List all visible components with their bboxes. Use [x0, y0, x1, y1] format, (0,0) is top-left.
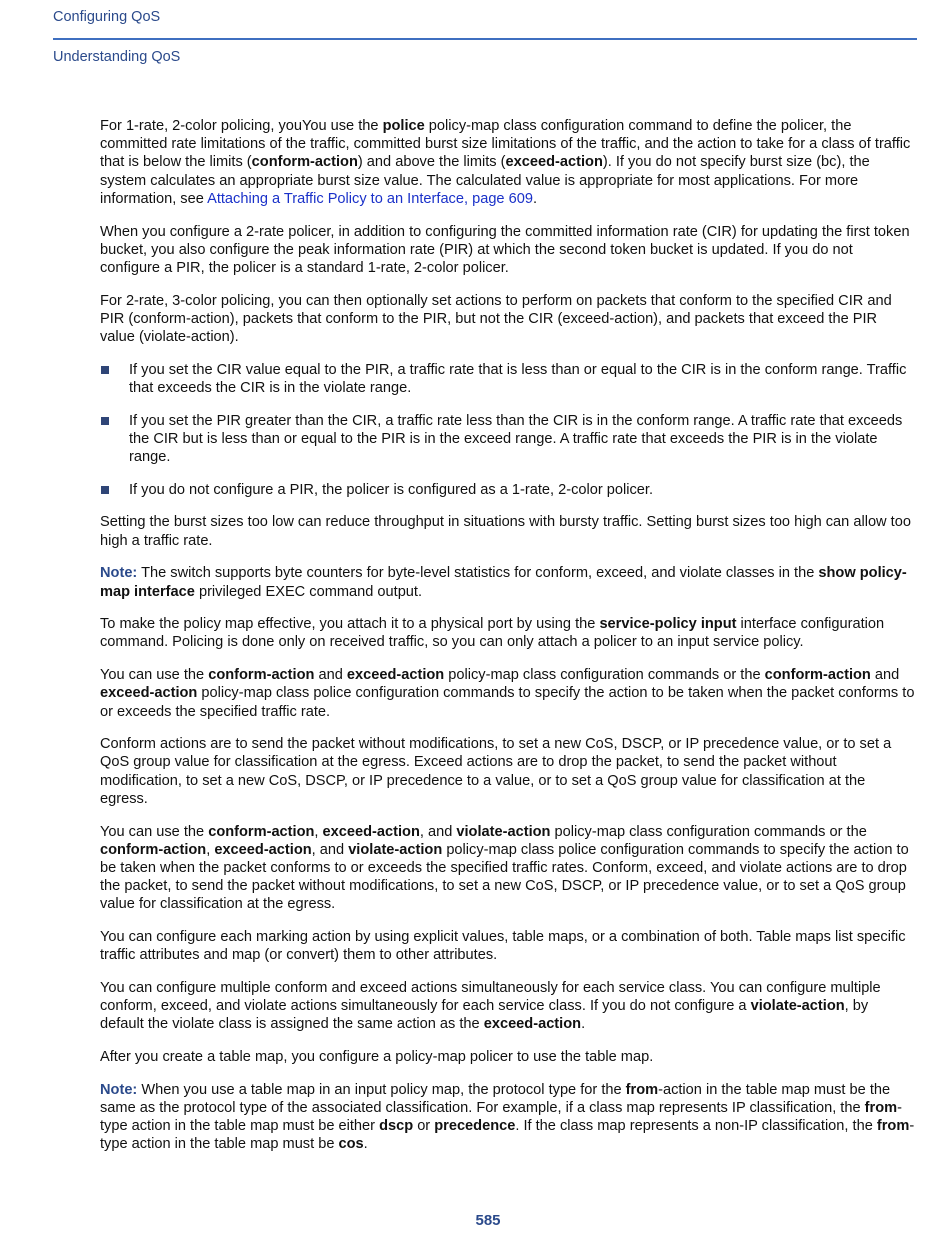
- text-run: interface configuration command. Policing is done only on received traffic, so you can only attach a policer to an input service policy.: [100, 616, 885, 651]
- text-run: -action in the table map must be the same as the protocol type of the associated classification. For example, if a class map represents IP classification, the: [100, 1081, 891, 1117]
- command-keyword: from: [625, 1081, 659, 1098]
- square-bullet-icon: [101, 417, 109, 425]
- paragraph-3: For 2-rate, 3-color policing, you can then optionally set actions to perform on packets that conform to the specified CIR and PIR (conform-action), packets that conform to the PIR, but not the CIR (exceed-action), and packets that exceed the PIR value (violate-action).: [100, 292, 892, 346]
- command-keyword: conform-action: [208, 667, 315, 684]
- paragraph-9: You can configure each marking action by using explicit values, table maps, or a combination of both. Table maps list specific traffic attributes and map (or convert) them to other attributes.: [100, 929, 906, 964]
- text-run: ,: [206, 841, 215, 858]
- command-keyword: conform-action: [251, 154, 358, 171]
- command-keyword: conform-action: [208, 823, 315, 840]
- command-keyword: exceed-action: [346, 667, 445, 684]
- command-keyword: service-policy input: [599, 616, 737, 633]
- command-keyword: show policy-map interface: [100, 565, 907, 600]
- text-run: or: [413, 1118, 435, 1135]
- text-run: . If the class map represents a non-IP classification, the: [515, 1118, 877, 1135]
- list-item: [100, 481, 915, 499]
- paragraph-8: [100, 823, 915, 914]
- text-run: ). If you do not specify burst size (bc), the system calculates an appropriate burst size value. The calculated value is appropriate for most applications. For more information, see: [100, 154, 870, 207]
- text-run: ) and above the limits (: [357, 154, 506, 171]
- list-item: [100, 361, 915, 397]
- command-keyword: exceed-action: [322, 823, 420, 840]
- text-run: ,: [314, 823, 323, 840]
- note-label: Note:: [100, 1081, 138, 1098]
- command-keyword: violate-action: [750, 998, 845, 1015]
- command-keyword: exceed-action: [100, 685, 198, 702]
- list-item-text: If you set the PIR greater than the CIR, a traffic rate less than the CIR is in the conform range. A traffic rate that exceeds the CIR but is less than or equal to the PIR is in the exceed range. A traffic rate that exceeds the PIR is in the violate range.: [129, 412, 903, 466]
- paragraph-1: [100, 117, 915, 208]
- square-bullet-icon: [101, 486, 109, 494]
- command-keyword: exceed-action: [214, 841, 312, 858]
- text-run: policy-map class police configuration commands to specify the action to be taken when the packet conforms to or exceeds the specified traffic rate.: [100, 685, 915, 720]
- text-run: -type action in the table map must be: [100, 1118, 915, 1153]
- paragraph-5: [100, 615, 915, 651]
- text-run: When you use a table map in an input policy map, the protocol type for the: [137, 1081, 626, 1098]
- command-keyword: from: [876, 1118, 910, 1135]
- list-item-text: If you set the CIR value equal to the PIR, a traffic rate that is less than or equal to the CIR is in the conform range. Traffic that exceeds the CIR is in the violate range.: [129, 361, 907, 396]
- text-run: To make the policy map effective, you attach it to a physical port by using the: [100, 616, 600, 633]
- text-run: .: [363, 1136, 368, 1153]
- bullet-list: [100, 361, 915, 499]
- body-text: [100, 117, 915, 1168]
- command-keyword: conform-action: [764, 667, 871, 684]
- text-run: policy-map class configuration command to define the policer, the committed rate limitations of the traffic, committed burst size limitations of the traffic, and the action to take for a class of traffic that is below the limits (: [100, 118, 911, 171]
- text-run: You can use the: [100, 667, 209, 684]
- header-rule: [53, 38, 917, 40]
- note-label: Note:: [100, 565, 138, 582]
- command-keyword: cos: [338, 1136, 364, 1153]
- text-run: .: [581, 1016, 586, 1033]
- section-title: Understanding QoS: [53, 49, 181, 65]
- command-keyword: police: [382, 118, 425, 134]
- list-item: [100, 412, 915, 467]
- command-keyword: dscp: [379, 1118, 414, 1135]
- chapter-title: Configuring QoS: [53, 9, 161, 25]
- page-number: 585: [475, 1212, 501, 1229]
- text-run: , by default the violate class is assigned the same action as the: [100, 998, 869, 1033]
- text-run: , and: [311, 841, 349, 858]
- text-run: You can configure multiple conform and exceed actions simultaneously for each service class. You can configure multiple conform, exceed, and violate actions simultaneously for each service class. If you do not configure a: [100, 980, 881, 1015]
- command-keyword: exceed-action: [483, 1016, 582, 1033]
- command-keyword: from: [864, 1100, 898, 1117]
- paragraph-7: Conform actions are to send the packet without modifications, to set a new CoS, DSCP, or IP precedence value, or to set a QoS group value for classification at the egress. Exceed actions are to drop the packet, to send the packet without modification, to set a new CoS, DSCP, or IP precedence to a value, or to set a QoS group value for classification at the egress.: [100, 736, 892, 807]
- text-run: For 1-rate, 2-color policing, youYou use the: [100, 118, 383, 134]
- text-run: privileged EXEC command output.: [194, 583, 423, 600]
- text-run: and: [870, 667, 900, 684]
- paragraph-6: [100, 666, 915, 721]
- text-run: policy-map class configuration commands or the: [550, 823, 867, 840]
- command-keyword: conform-action: [100, 841, 207, 858]
- command-keyword: violate-action: [348, 841, 443, 858]
- paragraph-11: After you create a table map, you configure a policy-map policer to use the table map.: [100, 1049, 654, 1066]
- paragraph-4: Setting the burst sizes too low can reduce throughput in situations with bursty traffic. Setting burst sizes too high can allow too high a traffic rate.: [100, 514, 911, 549]
- text-run: The switch supports byte counters for byte-level statistics for conform, exceed, and violate classes in the: [137, 565, 819, 582]
- cross-reference-link[interactable]: Attaching a Traffic Policy to an Interface, page 609: [207, 190, 533, 207]
- text-run: -type action in the table map must be either: [100, 1100, 902, 1135]
- text-run: policy-map class configuration commands or the: [444, 667, 765, 684]
- list-item-text: If you do not configure a PIR, the policer is configured as a 1-rate, 2-color policer.: [129, 481, 654, 498]
- paragraph-10: [100, 979, 915, 1034]
- square-bullet-icon: [101, 366, 109, 374]
- text-run: and: [314, 667, 347, 684]
- note-1: [100, 564, 915, 600]
- command-keyword: exceed-action: [505, 154, 603, 171]
- text-run: You can use the: [100, 823, 209, 840]
- text-run: policy-map class police configuration commands to specify the action to be taken when the packet conforms to or exceeds the specified traffic rates. Conform, exceed, and violate actions are to drop the packet, to send the packet without modifications, to set a new CoS, DSCP, or IP precedence value, or to set a QoS group value for classification at the egress.: [100, 841, 909, 913]
- command-keyword: violate-action: [456, 823, 551, 840]
- text-run: .: [532, 190, 538, 207]
- paragraph-2: When you configure a 2-rate policer, in addition to configuring the committed information rate (CIR) for updating the first token bucket, you also configure the peak information rate (PIR) at which the second token bucket is updated. If you do not configure a PIR, the policer is a standard 1-rate, 2-color policer.: [100, 223, 910, 276]
- text-run: , and: [419, 823, 457, 840]
- command-keyword: precedence: [434, 1118, 516, 1135]
- note-2: [100, 1081, 915, 1154]
